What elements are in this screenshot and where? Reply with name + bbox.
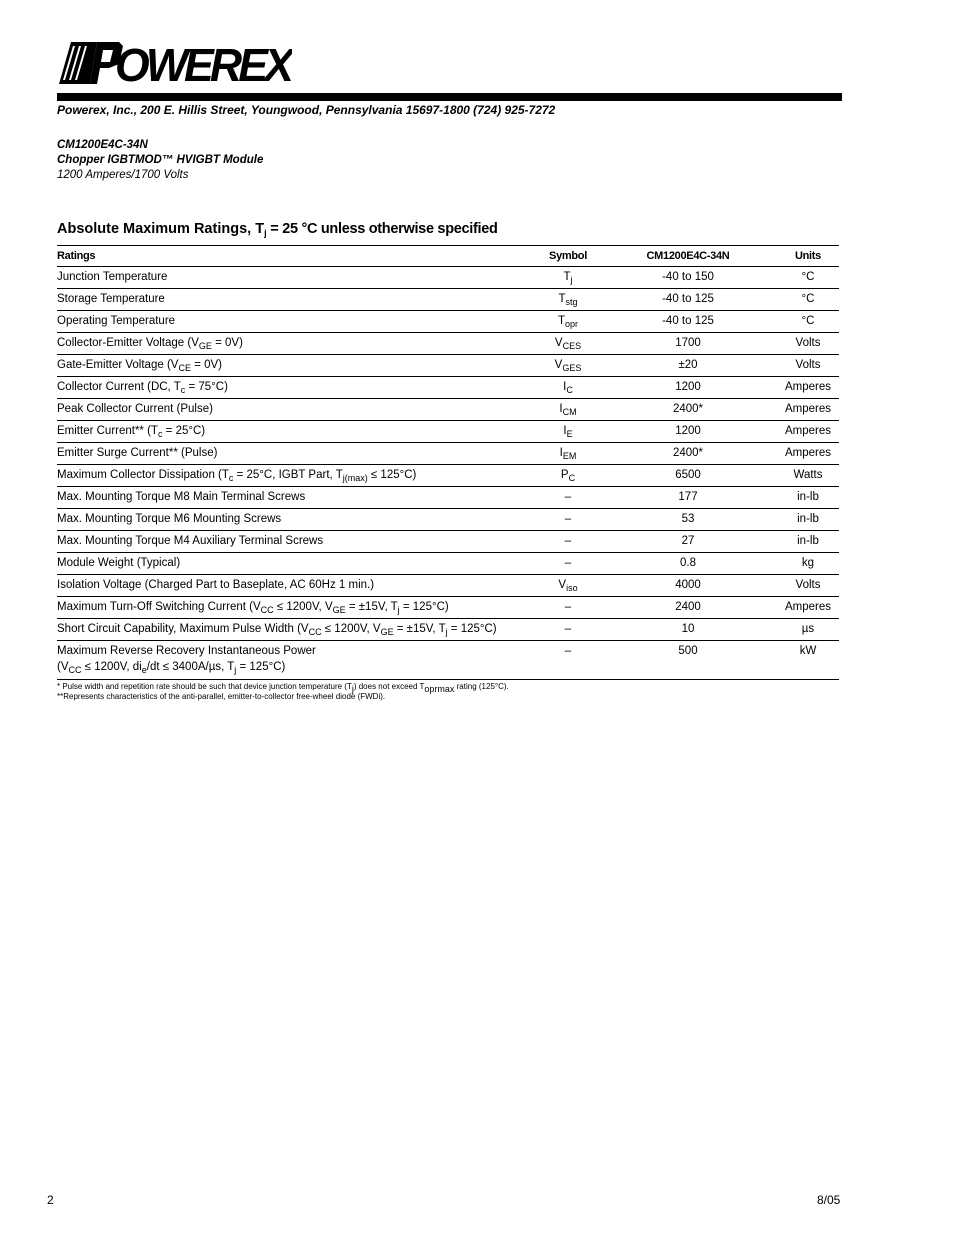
rating-units: Amperes (777, 399, 839, 421)
rating-units: in-lb (777, 531, 839, 553)
table-row (57, 355, 839, 377)
rating-units: in-lb (777, 487, 839, 509)
rating-units: Watts (777, 465, 839, 487)
rating-units: °C (777, 267, 839, 289)
product-description: Chopper IGBTMOD™ HVIGBT Module (57, 154, 264, 166)
rating-value: 10 (599, 619, 777, 641)
svg-text:OWEREX: OWEREX (115, 42, 292, 84)
rating-value: 500 (599, 641, 777, 680)
table-row (57, 333, 839, 355)
rating-units: in-lb (777, 509, 839, 531)
rating-value: 2400 (599, 597, 777, 619)
rating-symbol: $V_{CES}$ (537, 333, 599, 355)
footnote-2: **Represents characteristics of the anti-parallel, emitter-to-collector free-wheel diode (FWDi). (57, 692, 386, 701)
rating-name: Emitter Surge Current** (Pulse) (57, 443, 537, 465)
table-row (57, 443, 839, 465)
rating-symbol: – (537, 597, 599, 619)
rating-name: Storage Temperature (57, 289, 537, 311)
rating-symbol: $V_{iso}$ (537, 575, 599, 597)
product-rating: 1200 Amperes/1700 Volts (57, 169, 189, 181)
product-info (57, 138, 263, 183)
rating-name: Junction Temperature (57, 267, 537, 289)
table-row (57, 487, 839, 509)
powerex-logo-graphic (57, 42, 292, 84)
rating-units: µs (777, 619, 839, 641)
rating-name: Max. Mounting Torque M4 Auxiliary Terminal Screws (57, 531, 537, 553)
rating-units: Volts (777, 333, 839, 355)
rating-name: Max. Mounting Torque M8 Main Terminal Screws (57, 487, 537, 509)
table-row (57, 531, 839, 553)
rating-value: 0.8 (599, 553, 777, 575)
rating-name: Maximum Reverse Recovery Instantaneous Power ($V_{CC} \le 1200V$, $di_e/dt \le 3400A/\mu s$, $T_j = 125^\circ C$) (57, 641, 537, 680)
rating-name: Emitter Current** $(T_c = 25^\circ C)$ (57, 421, 537, 443)
rating-value: -40 to 150 (599, 267, 777, 289)
company-address: Powerex, Inc., 200 E. Hillis Street, Youngwood, Pennsylvania 15697-1800 (724) 925-7272 (57, 103, 556, 117)
table-row (57, 399, 839, 421)
rating-value: 53 (599, 509, 777, 531)
rating-value: 27 (599, 531, 777, 553)
table-row (57, 465, 839, 487)
rating-name: Gate-Emitter Voltage $(V_{CE} = 0V)$ (57, 355, 537, 377)
header-part: CM1200E4C-34N (599, 246, 777, 267)
rating-units: Volts (777, 575, 839, 597)
rating-symbol: $I_{EM}$ (537, 443, 599, 465)
part-number: CM1200E4C-34N (57, 139, 148, 151)
rating-name: Module Weight (Typical) (57, 553, 537, 575)
table-row (57, 509, 839, 531)
rating-name: Collector-Emitter Voltage $(V_{GE} = 0V)$ (57, 333, 537, 355)
rating-value: 1700 (599, 333, 777, 355)
table-row (57, 311, 839, 333)
rating-symbol: – (537, 641, 599, 680)
rating-symbol: – (537, 509, 599, 531)
rating-symbol: $T_{stg}$ (537, 289, 599, 311)
rating-value: ±20 (599, 355, 777, 377)
table-row (57, 575, 839, 597)
revision-date: 8/05 (817, 1193, 841, 1207)
rating-units: Amperes (777, 377, 839, 399)
rating-value: -40 to 125 (599, 289, 777, 311)
rating-value: -40 to 125 (599, 311, 777, 333)
page-number: 2 (47, 1193, 54, 1207)
rating-value: 2400* (599, 399, 777, 421)
header-ratings: Ratings (57, 246, 537, 267)
powerex-logo (57, 42, 292, 89)
rating-value: 4000 (599, 575, 777, 597)
footnotes (57, 682, 509, 702)
table-header-row (57, 246, 839, 267)
rating-value: 6500 (599, 465, 777, 487)
table-row (57, 289, 839, 311)
rating-units: Amperes (777, 443, 839, 465)
rating-symbol: $I_{CM}$ (537, 399, 599, 421)
rating-name: Collector Current (DC, $T_c = 75^\circ C$) (57, 377, 537, 399)
rating-units: Volts (777, 355, 839, 377)
rating-name: Operating Temperature (57, 311, 537, 333)
rating-units: kg (777, 553, 839, 575)
rating-symbol: $I_C$ (537, 377, 599, 399)
rating-units: Amperes (777, 597, 839, 619)
rating-name: Maximum Collector Dissipation ($T_c = 25^\circ C$, IGBT Part, $T_{j(max)} \le 125^\circ C$) (57, 465, 537, 487)
rating-symbol: $V_{GES}$ (537, 355, 599, 377)
table-row (57, 421, 839, 443)
header-rule (57, 93, 842, 101)
rating-symbol: $T_j$ (537, 267, 599, 289)
table-row (57, 597, 839, 619)
rating-symbol: $T_{opr}$ (537, 311, 599, 333)
section-title: Absolute Maximum Ratings, $T_j = 25$ °C unless otherwise specified (57, 221, 498, 238)
rating-name: Peak Collector Current (Pulse) (57, 399, 537, 421)
table-row (57, 377, 839, 399)
rating-value: 177 (599, 487, 777, 509)
table-row (57, 553, 839, 575)
table-row (57, 641, 839, 680)
rating-units: kW (777, 641, 839, 680)
rating-symbol: $I_E$ (537, 421, 599, 443)
rating-units: °C (777, 289, 839, 311)
header-symbol: Symbol (537, 246, 599, 267)
rating-symbol: $P_C$ (537, 465, 599, 487)
footnote-1: * Pulse width and repetition rate should be such that device junction temperature $(T_j)$ does not exceed $T_{oprmax}$ rating (125°C). (57, 682, 509, 694)
rating-name: Maximum Turn-Off Switching Current ($V_{CC} \le 1200V$, $V_{GE} = \pm 15V$, $T_j = 125^\circ C$) (57, 597, 537, 619)
rating-symbol: – (537, 619, 599, 641)
header-units: Units (777, 246, 839, 267)
rating-value: 1200 (599, 377, 777, 399)
rating-units: Amperes (777, 421, 839, 443)
table-row (57, 267, 839, 289)
rating-value: 1200 (599, 421, 777, 443)
rating-symbol: – (537, 553, 599, 575)
rating-name: Max. Mounting Torque M6 Mounting Screws (57, 509, 537, 531)
rating-symbol: – (537, 531, 599, 553)
rating-units: °C (777, 311, 839, 333)
table-row (57, 619, 839, 641)
rating-name: Short Circuit Capability, Maximum Pulse Width ($V_{CC} \le 1200V$, $V_{GE} = \pm 15V$, $T_j = 125^\circ C$) (57, 619, 537, 641)
rating-value: 2400* (599, 443, 777, 465)
rating-name: Isolation Voltage (Charged Part to Baseplate, AC 60Hz 1 min.) (57, 575, 537, 597)
rating-symbol: – (537, 487, 599, 509)
ratings-table (57, 245, 839, 680)
